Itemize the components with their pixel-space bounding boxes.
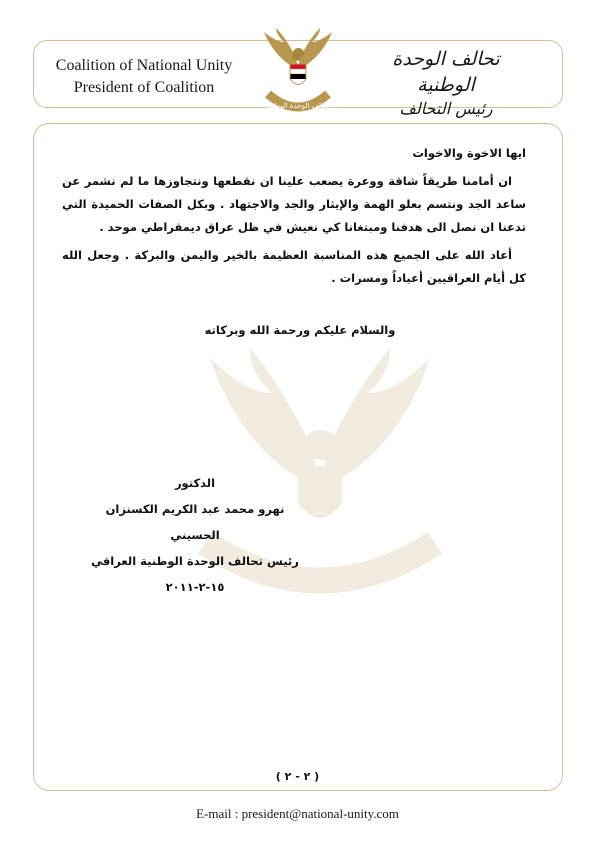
greeting: ايها الاخوة والاخوات [412,146,526,160]
org-title-ar: رئيس التحالف [399,99,493,118]
letter-date: ١٥-٢-٢٠١١ [165,580,225,594]
org-name-en: Coalition of National Unity [55,57,233,74]
letterhead-arabic [362,46,530,120]
page-number: ( ٢ - ٢ ) [275,770,320,783]
paragraph-2: أعاد الله على الجميع هذه المناسبة العظيمة بالخير واليمن والبركة . وجعل الله كل أيام العراقيين أعياداً ومسرات . [62,248,526,285]
eagle-emblem-icon [258,24,338,120]
letterhead-english [46,55,242,99]
signatory-name: نهرو محمد عبد الكريم الكسنزان الحسيني [105,502,285,542]
emblem-text: تحالف الوحدة الوطنية [266,102,330,110]
org-name-ar: تحالف الوحدة الوطنية [392,48,500,96]
closing-salutation: والسلام عليكم ورحمة الله وبركاته [204,323,396,337]
signature-block [80,470,310,600]
org-title-en: President of Coalition [73,79,215,96]
letter-body [62,142,526,290]
contact-email: E-mail : president@national-unity.com [196,806,399,821]
signatory-position: رئيس تحالف الوحدة الوطنية العراقي [91,554,299,568]
signatory-title: الدكتور [174,476,216,490]
paragraph-1: ان أمامنا طريقاً شاقة ووعرة يصعب علينا ان نقطعها ونتجاوزها ما لم نشمر عن ساعد الجد ونتسم بعلو الهمة والإيثار والجد والاجتهاد . وبكل الصفات الحميدة التي تدعنا ان نصل الى هدفنا ومبتغانا كي نعيش في ظل عراق ديمقراطي موحد . [62,174,526,234]
